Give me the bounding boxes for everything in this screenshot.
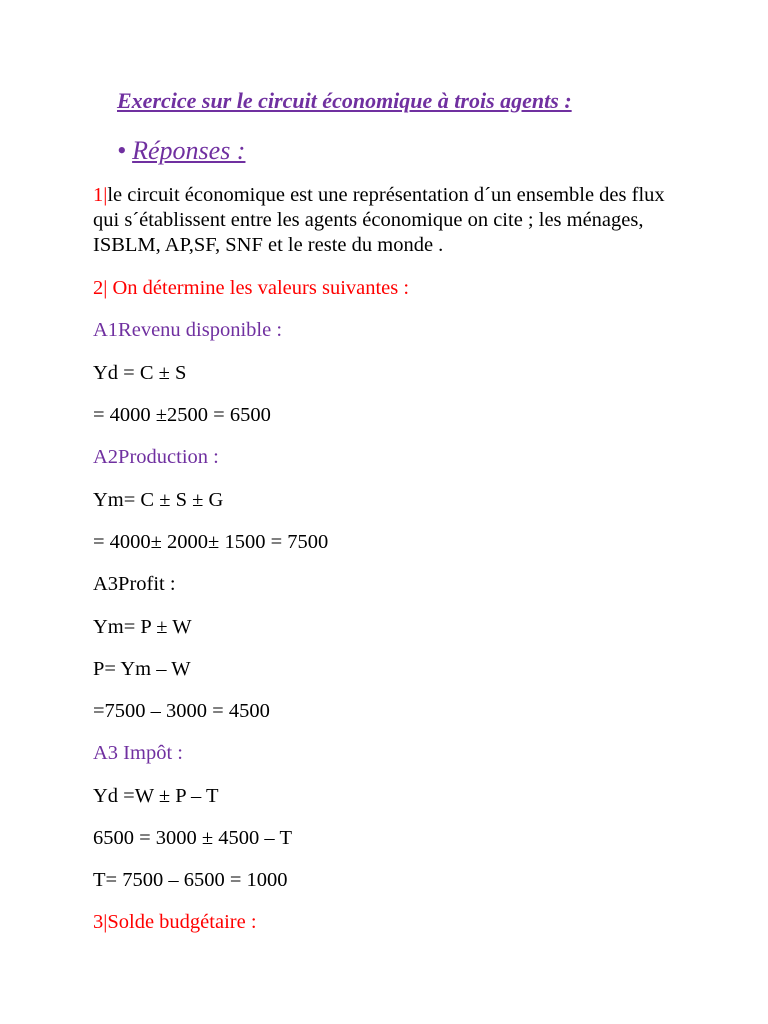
bullet-icon: • bbox=[117, 136, 127, 165]
answer-1-paragraph bbox=[93, 183, 693, 258]
formula-line: =7500 – 3000 = 4500 bbox=[93, 700, 270, 722]
formula-line: = 4000± 2000± 1500 = 7500 bbox=[93, 531, 329, 553]
formula-line: = 4000 ±2500 = 6500 bbox=[93, 404, 271, 426]
formula-line: Yd = C ± S bbox=[93, 362, 187, 384]
document-title: Exercice sur le circuit économique à trois agents : bbox=[117, 88, 572, 113]
question-2-heading: 2| On détermine les valeurs suivantes : bbox=[93, 277, 410, 299]
section-a2-heading: A2Production : bbox=[93, 446, 219, 468]
answer-1-text: le circuit économique est une représentation d´un ensemble des flux qui s´établissent entre les agents économique on cite ; les ménages, ISBLM, AP,SF, SNF et le reste du monde . bbox=[93, 184, 665, 256]
answers-heading bbox=[117, 136, 245, 166]
formula-line: Yd =W ± P – T bbox=[93, 785, 219, 807]
formula-line: Ym= C ± S ± G bbox=[93, 489, 224, 511]
section-a1-heading: A1Revenu disponible : bbox=[93, 319, 283, 341]
formula-line: P= Ym – W bbox=[93, 658, 191, 680]
question-3-heading: 3|Solde budgétaire : bbox=[93, 911, 257, 933]
answers-heading-text: Réponses : bbox=[132, 136, 246, 165]
formula-line: T= 7500 – 6500 = 1000 bbox=[93, 869, 288, 891]
answer-1-number: 1| bbox=[93, 184, 108, 206]
formula-line: 6500 = 3000 ± 4500 – T bbox=[93, 827, 292, 849]
section-a3-tax-heading: A3 Impôt : bbox=[93, 742, 183, 764]
section-a3-profit-heading: A3Profit : bbox=[93, 573, 176, 595]
formula-line: Ym= P ± W bbox=[93, 616, 192, 638]
